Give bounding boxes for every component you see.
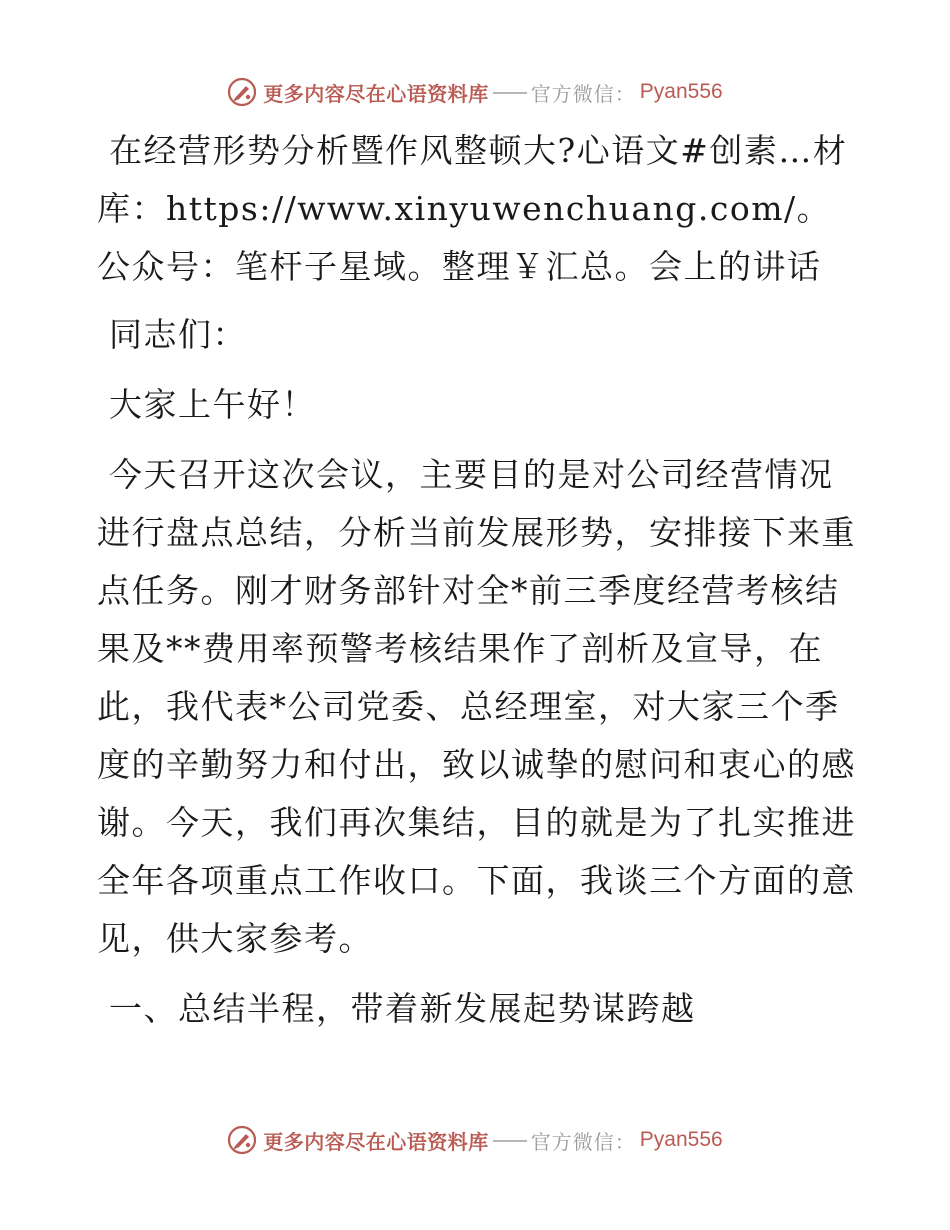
document-body — [97, 122, 857, 1038]
header-watermark-banner — [0, 70, 950, 114]
footer-official-label: 官方微信： — [530, 1129, 636, 1154]
footer-wechat-id: Pyan556 — [639, 1128, 723, 1151]
salutation: 同志们： — [109, 315, 247, 354]
pen-seal-logo-icon — [227, 1125, 257, 1155]
footer-brand-text: 更多内容尽在心语资料库 — [263, 1129, 489, 1154]
greeting: 大家上午好！ — [109, 385, 316, 424]
header-official-label: 官方微信： — [530, 81, 636, 106]
document-title: 在经营形势分析暨作风整顿大?心语文#创素…材库：https://www.xinyuwenchuang.com/。公众号：笔杆子星域。整理￥汇总。会上的讲话 — [97, 131, 848, 286]
section-heading: 一、总结半程，带着新发展起势谋跨越 — [109, 989, 696, 1028]
header-brand-text: 更多内容尽在心语资料库 — [263, 81, 489, 106]
header-wechat-id: Pyan556 — [639, 80, 723, 103]
footer-watermark-banner — [0, 1118, 950, 1162]
body-paragraph: 今天召开这次会议，主要目的是对公司经营情况进行盘点总结，分析当前发展形势，安排接下来重点任务。刚才财务部针对全*前三季度经营考核结果及**费用率预警考核结果作了剖析及宣导，在此，我代表*公司党委、总经理室，对大家三个季度的辛勤努力和付出，致以诚挚的慰问和衷心的感谢。今天，我们再次集结，目的就是为了扎实推进全年各项重点工作收口。下面，我谈三个方面的意见，供大家参考。 — [97, 455, 856, 958]
footer-divider — [493, 1140, 527, 1142]
pen-seal-logo-icon — [227, 77, 257, 107]
header-divider — [493, 92, 527, 94]
